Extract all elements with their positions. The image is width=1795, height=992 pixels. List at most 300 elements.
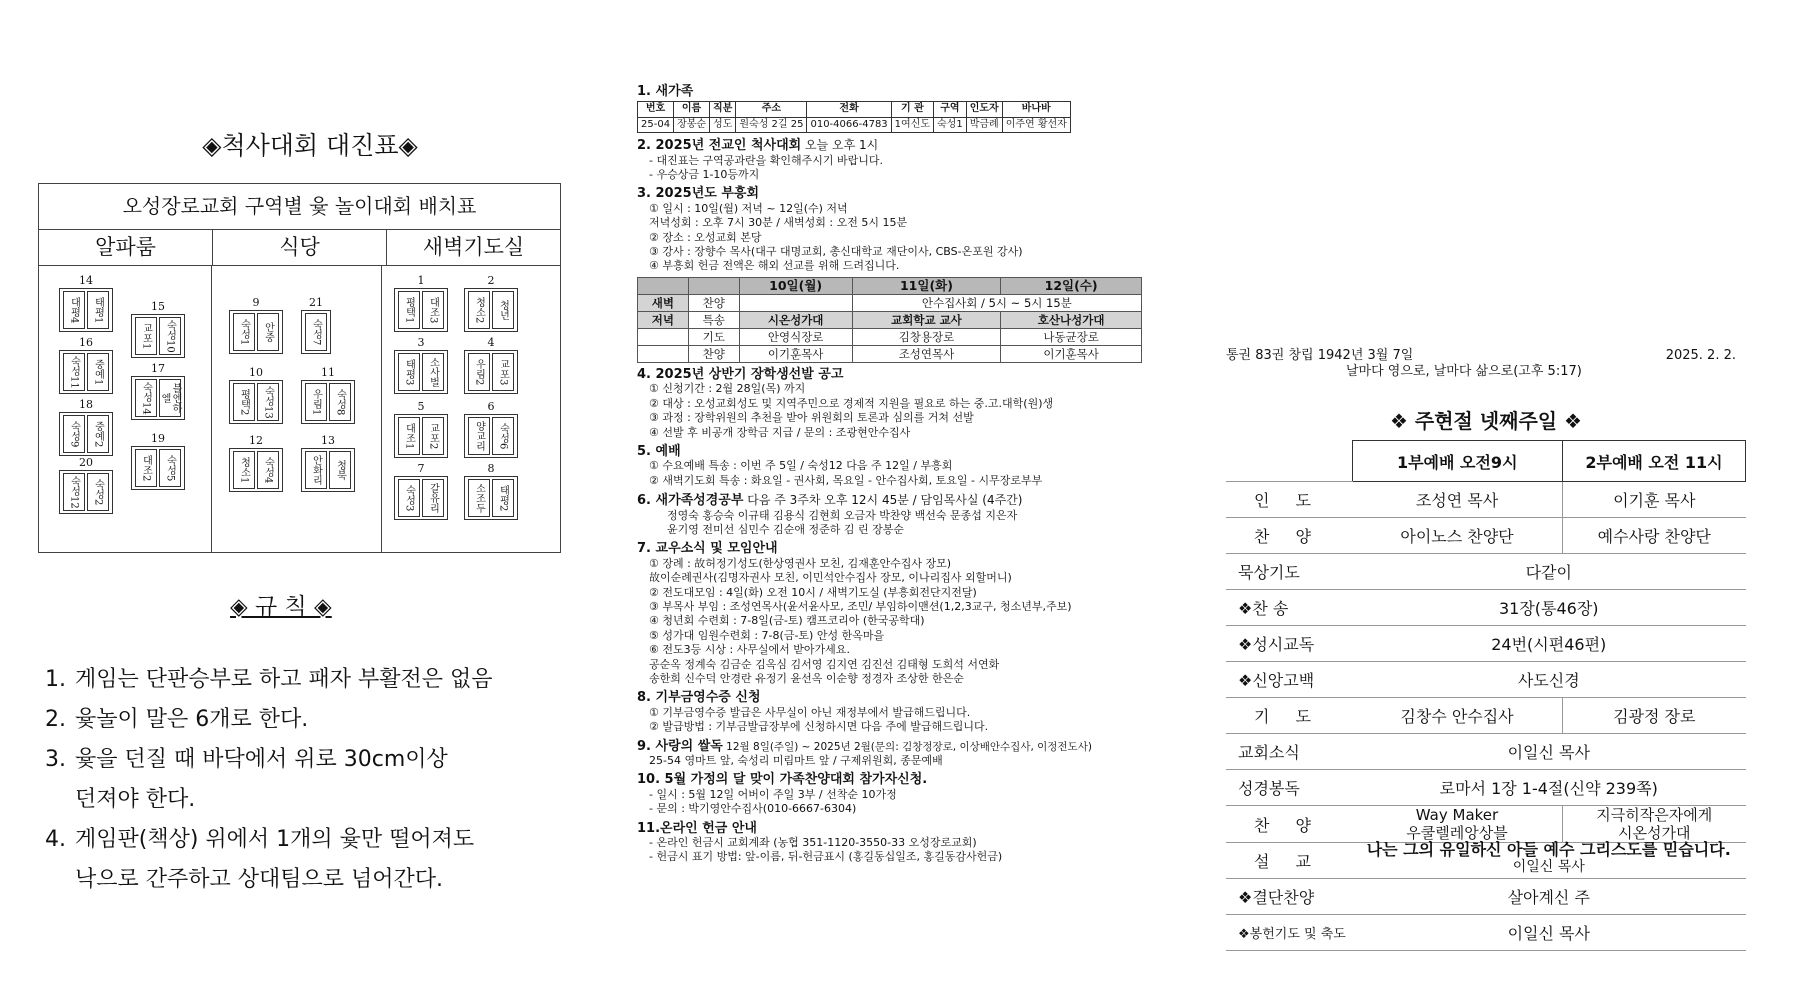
order-label: ❖찬 송 (1226, 590, 1352, 626)
order-label: 성경봉독 (1226, 770, 1352, 806)
team-box: 태평3 (398, 353, 420, 391)
group-frame (464, 476, 518, 520)
group-number: 8 (487, 462, 495, 475)
text-line: - 일시 : 5월 12일 어버이 주일 3부 / 선착순 10가정 (649, 787, 897, 801)
rule-number: 2. (45, 707, 66, 732)
rule-line (45, 740, 585, 780)
bracket-group (59, 456, 113, 515)
revival-cell: 이기훈목사 (739, 345, 852, 362)
revival-header-cell: 10일(월) (739, 277, 852, 294)
bracket-group (229, 434, 283, 493)
revival-row (638, 311, 1142, 328)
text-line: 25-54 영마트 앞, 숙성리 미림마트 앞 / 구제위원회, 종문예배 (649, 754, 943, 768)
bulletin-date: 2025. 2. 2. (1665, 348, 1736, 363)
team-box: 우림1 (305, 383, 327, 421)
rule-text: 게임판(책상) 위에서 1개의 윷만 떨어져도 (75, 827, 475, 852)
order-value-text: 이일신 목사 (1507, 743, 1590, 762)
group-number: 13 (321, 434, 335, 447)
bracket-group (131, 362, 185, 421)
team-box: 숙성8 (329, 383, 351, 421)
team-box: 양교리 (468, 417, 490, 455)
team-box: 안중 (257, 313, 279, 351)
s8-lines (637, 706, 1187, 735)
text-line: ② 새벽기도회 특송 : 화요일 - 권사회, 목요일 - 안수집사회, 토요일 - 시무장로부부 (649, 473, 1043, 487)
value-line: Way Maker (1415, 806, 1499, 824)
team-box: 청년 (492, 291, 514, 329)
order-value (1352, 840, 1746, 879)
team-box: 숙성6 (492, 417, 514, 455)
bracket-group (301, 296, 331, 355)
group-frame (131, 314, 185, 358)
revival-header-cell (638, 277, 689, 294)
order-value (1352, 662, 1746, 698)
group-frame (464, 414, 518, 458)
team-box: 청북 (329, 451, 351, 489)
text-line: ① 일시 : 10일(월) 저녁 ~ 12일(수) 저녁 (649, 201, 848, 215)
team-boxes (398, 479, 446, 517)
revival-cell: 나동균장로 (1001, 328, 1142, 345)
family-header-cell: 바나바 (1002, 102, 1070, 117)
text-line: ② 전도대모임 : 4일(화) 오전 10시 / 새벽기도실 (부흥회전단지전달) (649, 585, 977, 599)
bracket-group (59, 336, 113, 395)
revival-cell: 새벽 (638, 294, 689, 311)
value-line: 지극히작은자에게 (1596, 806, 1713, 824)
family-cell: 010-4066-4783 (807, 117, 891, 132)
order-value-2: 예수사랑 찬양단 (1563, 518, 1746, 554)
group-number: 16 (79, 336, 93, 349)
team-box: 숙성4 (257, 451, 279, 489)
group-number: 4 (487, 336, 495, 349)
week-title: ❖ 주현절 넷째주일 ❖ (1390, 409, 1582, 433)
team-boxes (135, 379, 183, 417)
s11-lines (637, 836, 1187, 865)
section-scholarship: 4. 2025년 상반기 장학생선발 공고 (637, 366, 844, 382)
bracket-group (59, 398, 113, 457)
order-row (1226, 554, 1746, 590)
group-frame (229, 448, 283, 492)
order-label: 기도 (1226, 698, 1352, 734)
text-line: 故이순례권사(김명자권사 모친, 이민석안수집사 장모, 이나리집사 외할머니) (649, 571, 1012, 585)
bracket-group (394, 462, 448, 521)
group-number: 10 (249, 366, 263, 379)
family-header-cell: 직분 (710, 102, 736, 117)
team-box: 소조두 (468, 479, 490, 517)
s6-lines (637, 509, 1187, 538)
group-frame (131, 446, 185, 490)
text-line: ① 수요예배 특송 : 이번 주 5일 / 숙성12 다음 주 12일 / 부흥회 (649, 459, 953, 473)
team-box: 우림2 (468, 353, 490, 391)
family-cell: 25-04 (638, 117, 674, 132)
team-box: 숙성5 (159, 449, 181, 487)
section-rice-jar (637, 740, 1187, 754)
section-bible-study (637, 493, 1187, 508)
value-line: 시온성가대 (1618, 824, 1691, 842)
revival-cell: 호산나성가대 (1001, 311, 1142, 328)
zone-cafeteria: 식당 (213, 230, 387, 265)
order-value-text: 이일신 목사 (1507, 924, 1590, 943)
team-box: 청소1 (233, 451, 255, 489)
revival-header-cell (688, 277, 739, 294)
group-frame (301, 380, 355, 424)
revival-cell (638, 328, 689, 345)
family-header-cell: 이름 (674, 102, 710, 117)
order-row (1226, 843, 1746, 879)
revival-cell: 시온성가대 (739, 311, 852, 328)
team-boxes (63, 473, 111, 511)
team-box: 갈유리 (422, 479, 444, 517)
order-value-text: 로마서 1장 1-4절(신약 239쪽) (1439, 779, 1658, 798)
team-box: 평택2 (233, 383, 255, 421)
s9-lines (637, 754, 1187, 768)
team-box: 숙성3 (398, 479, 420, 517)
team-box: 숙성1 (233, 313, 255, 351)
rules-list (45, 660, 585, 900)
text-line: ② 장소 : 오성교회 본당 (649, 230, 762, 244)
group-frame (229, 380, 283, 424)
rule-line (45, 860, 585, 900)
team-boxes (398, 417, 446, 455)
bracket-group (131, 432, 185, 491)
text-line: ③ 부목사 부임 : 조성연목사(윤서윤사모, 조민/ 부임하이맨션(1,2,3교구, 청소년부,주보) (649, 599, 1072, 613)
team-boxes (63, 415, 111, 453)
order-value-2: 김광정 장로 (1563, 698, 1746, 734)
team-boxes (305, 313, 329, 351)
rule-number (45, 780, 75, 820)
bracket-group (229, 366, 283, 425)
text-line: ① 기부금영수증 발급은 사무실이 아닌 재정부에서 발급해드립니다. (649, 705, 971, 719)
revival-cell (739, 294, 852, 311)
team-boxes (398, 353, 446, 391)
bracket-group (229, 296, 283, 355)
group-frame (229, 310, 283, 354)
text-line: ④ 청년회 수련회 : 7-8일(금-토) 캠프코리아 (한국공학대) (649, 614, 925, 628)
rules-title: ◈ 규 칙 ◈ (230, 594, 332, 620)
rule-line (45, 700, 585, 740)
team-box: 태평2 (492, 479, 514, 517)
team-box: 대조2 (135, 449, 157, 487)
section-news: 7. 교우소식 및 모임안내 (637, 541, 778, 557)
order-label: 설교 (1226, 843, 1352, 879)
order-value-text: 이일신 목사 (1512, 858, 1585, 875)
rule-text: 낙으로 간주하고 상대팀으로 넘어간다. (75, 867, 444, 892)
group-frame (301, 310, 331, 354)
volume-info: 통권 83권 창립 1942년 3월 7일 (1226, 348, 1414, 363)
text-line: ④ 부흥회 헌금 전액은 해외 선교를 위해 드려집니다. (649, 259, 900, 273)
order-label: 인도 (1226, 482, 1352, 518)
text-line: ④ 선발 후 비공개 장학금 지급 / 문의 : 조광현안수집사 (649, 425, 911, 439)
order-label: ❖신앙고백 (1226, 662, 1352, 698)
order-row (1226, 698, 1746, 734)
team-boxes (468, 417, 516, 455)
group-number: 15 (151, 300, 165, 313)
text-line: ① 신청기간 : 2월 28일(목) 까지 (649, 382, 806, 396)
team-box: 교포1 (135, 317, 157, 355)
group-number: 11 (321, 366, 335, 379)
group-frame (394, 476, 448, 520)
order-value (1352, 770, 1746, 806)
bracket-group (464, 274, 518, 333)
family-header-cell: 기 관 (891, 102, 933, 117)
team-box: 평택1 (398, 291, 420, 329)
bracket-group (394, 336, 448, 395)
order-label: 교회소식 (1226, 734, 1352, 770)
revival-cell: 기도 (688, 328, 739, 345)
group-frame (59, 470, 113, 514)
order-value-1: 아이노스 찬양단 (1352, 518, 1563, 554)
family-cell: 박금례 (966, 117, 1002, 132)
team-boxes (63, 291, 111, 329)
family-cell: 숙성1 (934, 117, 967, 132)
family-cell: 장봉순 (674, 117, 710, 132)
section-online-offering: 11.온라인 헌금 안내 (637, 820, 757, 836)
group-number: 14 (79, 274, 93, 287)
section-family-praise: 10. 5월 가정의 달 맞이 가족찬양대회 참가자신청. (637, 772, 928, 788)
order-row (1226, 879, 1746, 915)
group-number: 17 (151, 362, 165, 375)
team-box: 숙성9 (63, 415, 85, 453)
family-header-cell: 구역 (934, 102, 967, 117)
revival-cell: 찬양 (688, 294, 739, 311)
order-label: 찬양 (1226, 518, 1352, 554)
team-box: 대조1 (398, 417, 420, 455)
section-tail: 12월 8일(주일) ~ 2025년 2월(문의: 김창정장로, 이상배안수집사, 이정전도사) (722, 740, 1092, 753)
new-family-table (637, 101, 1071, 133)
order-value-text: 다같이 (1525, 563, 1572, 582)
revival-row (638, 328, 1142, 345)
family-header-cell: 인도자 (966, 102, 1002, 117)
group-frame (464, 288, 518, 332)
team-box: 중예2 (87, 415, 109, 453)
order-value-1: 조성연 목사 (1352, 482, 1563, 518)
family-cell: 성도 (710, 117, 736, 132)
revival-cell (638, 345, 689, 362)
order-row (1226, 590, 1746, 626)
order-value-text: 사도신경 (1517, 671, 1580, 690)
group-frame (59, 412, 113, 456)
team-boxes (398, 291, 446, 329)
s4-lines (637, 382, 1187, 440)
service-1-header: 1부예배 오전9시 (1352, 441, 1563, 482)
team-box: 숙성14 (135, 379, 157, 417)
team-box: 대평4 (63, 291, 85, 329)
zone-dawn-prayer-room: 새벽기도실 (422, 235, 525, 259)
team-box: 대조3 (422, 291, 444, 329)
order-value (1352, 915, 1746, 951)
rule-line (45, 820, 585, 860)
group-frame (131, 376, 185, 420)
bracket-group (464, 462, 518, 521)
team-box: 숙성11 (63, 353, 85, 391)
team-box: 숙성2 (87, 473, 109, 511)
service-2-header: 2부예배 오전 11시 (1563, 441, 1746, 482)
text-line: ② 발급방법 : 기부금발급장부에 신청하시면 다음 주에 발급해드립니다. (649, 720, 989, 734)
order-label: ❖결단찬양 (1226, 879, 1352, 915)
rule-line (45, 780, 585, 820)
s3-lines (637, 202, 1187, 274)
revival-header-cell: 11일(화) (852, 277, 1001, 294)
announcements (637, 85, 1187, 865)
rule-number (45, 860, 75, 900)
revival-cell: 이기훈목사 (1001, 345, 1142, 362)
text-line: ② 대상 : 오성교회성도 및 지역주민으로 경제적 지원을 필요로 하는 중.고.대학(원)생 (649, 396, 1054, 410)
order-row (1226, 662, 1746, 698)
bracket-title: ◈척사대회 대진표◈ (202, 131, 418, 160)
s10-lines (637, 788, 1187, 817)
order-row (1226, 915, 1746, 951)
order-label: 묵상기도 (1226, 554, 1352, 590)
group-number: 20 (79, 456, 93, 469)
order-row (1226, 482, 1746, 518)
group-frame (394, 350, 448, 394)
team-box: 숙성13 (257, 383, 279, 421)
group-frame (464, 350, 518, 394)
team-box: 교포3 (492, 353, 514, 391)
order-value (1352, 554, 1746, 590)
group-frame (394, 414, 448, 458)
group-frame (301, 448, 355, 492)
s2-lines (637, 154, 1187, 183)
group-number: 3 (417, 336, 425, 349)
team-box: 중예1 (87, 353, 109, 391)
team-boxes (468, 291, 516, 329)
team-box: 숙성7 (305, 313, 327, 351)
bracket-group (131, 300, 185, 359)
order-value (1352, 626, 1746, 662)
revival-cell: 안영식장로 (739, 328, 852, 345)
revival-cell: 저녁 (638, 311, 689, 328)
team-boxes (135, 317, 183, 355)
text-line: ⑥ 전도3등 시상 : 사무실에서 받아가세요. (649, 643, 850, 657)
group-frame (394, 288, 448, 332)
section-revival: 3. 2025년도 부흥회 (637, 186, 760, 202)
rule-line (45, 660, 585, 700)
order-label: ❖성시교독 (1226, 626, 1352, 662)
team-boxes (233, 383, 281, 421)
revival-row (638, 345, 1142, 362)
order-value-2: 이기훈 목사 (1563, 482, 1746, 518)
team-boxes (135, 449, 183, 487)
order-value-text: 살아계신 주 (1507, 888, 1590, 907)
group-number: 6 (487, 400, 495, 413)
group-frame (59, 350, 113, 394)
value-line: 우쿨렐레앙상블 (1406, 824, 1508, 842)
team-box: 안화리 (305, 451, 327, 489)
bracket-group (301, 366, 355, 425)
text-line: 공순옥 정계숙 김금순 김옥심 김서영 김지연 김진선 김태형 도희석 서연화 (649, 657, 1000, 671)
team-boxes (233, 451, 281, 489)
zone-alpha-room: 알파룸 (39, 230, 213, 265)
section-worship: 5. 예배 (637, 443, 681, 459)
order-value (1352, 590, 1746, 626)
text-line: - 문의 : 박기영안수집사(010-6667-6304) (649, 802, 857, 816)
zone-row (39, 230, 560, 266)
revival-cell: 찬양 (688, 345, 739, 362)
family-cell: 원숙성 2길 25 (736, 117, 807, 132)
team-boxes (305, 451, 353, 489)
family-cell: 1여신도 (891, 117, 933, 132)
team-box: 청소2 (468, 291, 490, 329)
revival-cell: 조성연목사 (852, 345, 1001, 362)
team-boxes (233, 313, 281, 351)
motto: 날마다 영으로, 날마다 삶으로(고후 5:17) (1346, 364, 1582, 379)
group-number: 2 (487, 274, 495, 287)
team-box: 교포2 (422, 417, 444, 455)
order-label: 찬양 (1226, 806, 1352, 843)
order-value-1: 김창수 안수집사 (1352, 698, 1563, 734)
section-title: 2. 2025년 전교인 척사대회 (637, 138, 802, 154)
order-row (1226, 734, 1746, 770)
text-line: ③ 강사 : 장향수 목사(대구 대명교회, 총신대학교 재단이사, CBS-온포원 강사) (649, 245, 1023, 259)
text-line: 윤기영 전미선 심민수 김순애 정준하 김 린 장봉순 (667, 522, 904, 536)
section-title: 6. 새가족성경공부 (637, 493, 744, 509)
revival-header-cell: 12일(수) (1001, 277, 1142, 294)
rule-number: 4. (45, 827, 66, 852)
section-donation-receipt: 8. 기부금영수증 신청 (637, 690, 761, 706)
team-box: 숙성10 (159, 317, 181, 355)
group-number: 12 (249, 434, 263, 447)
order-row (1226, 626, 1746, 662)
worship-order-table (1226, 440, 1746, 951)
s7-lines (637, 557, 1187, 687)
rule-text: 게임는 단판승부로 하고 패자 부활전은 없음 (75, 667, 493, 692)
bracket-group (59, 274, 113, 333)
section-yut-tournament (637, 138, 1187, 153)
family-header-cell: 번호 (638, 102, 674, 117)
section-tail: 다음 주 3주차 오후 12시 45분 / 담임목사실 (4주간) (743, 493, 1023, 508)
rule-number: 1. (45, 667, 66, 692)
rule-text: 윷을 던질 때 바닥에서 위로 30cm이상 (75, 747, 448, 772)
group-number: 21 (309, 296, 323, 309)
bracket-group (394, 274, 448, 333)
team-box: 소사벌 (422, 353, 444, 391)
text-line: - 우승상금 1-10등까지 (649, 168, 760, 182)
bracket-group (394, 400, 448, 459)
bracket-body (39, 266, 560, 552)
team-boxes (305, 383, 353, 421)
revival-cell: 특송 (688, 311, 739, 328)
group-number: 9 (252, 296, 260, 309)
section-title: 9. 사랑의 쌀독 (637, 738, 723, 754)
rule-text: 던져야 한다. (75, 787, 196, 812)
order-value (1352, 734, 1746, 770)
rule-number: 3. (45, 747, 66, 772)
family-header-cell: 주소 (736, 102, 807, 117)
rule-text: 윷놀이 말은 6개로 한다. (75, 707, 309, 732)
group-number: 19 (151, 432, 165, 445)
bracket-group (464, 400, 518, 459)
revival-cell: 김창용장로 (852, 328, 1001, 345)
team-box: 태평1 (87, 291, 109, 329)
bracket-group (464, 336, 518, 395)
section-new-family: 1. 새가족 (637, 84, 694, 99)
revival-cell: 안수집사회 / 5시 ~ 5시 15분 (852, 294, 1141, 311)
text-line: - 대진표는 구역공과란을 확인해주시기 바랍니다. (649, 153, 883, 167)
text-line: 송한희 신수덕 안경란 유정기 윤선옥 이순향 정경자 조상한 한은순 (649, 672, 964, 685)
text-line: ③ 과정 : 장학위원의 추천을 받아 위원회의 토론과 심의를 거쳐 선발 (649, 411, 974, 425)
text-line: ① 장례 : 故허정기성도(한상영권사 모친, 김재훈안수집사 장모) (649, 556, 952, 570)
bracket-group (301, 434, 355, 493)
s5-lines (637, 459, 1187, 488)
text-line: - 헌금시 표기 방법: 앞-이름, 뒤-헌금표시 (홍길동십일조, 홍길동감사헌금) (649, 850, 1003, 864)
group-number: 18 (79, 398, 93, 411)
team-boxes (468, 479, 516, 517)
order-row (1226, 770, 1746, 806)
family-cell: 이주연 황선자 (1002, 117, 1070, 132)
creed-overlay: 나는 그의 유일하신 아들 예수 그리스도를 믿습니다. (1366, 840, 1731, 859)
group-number: 7 (417, 462, 425, 475)
order-value (1352, 879, 1746, 915)
revival-table (637, 277, 1142, 363)
